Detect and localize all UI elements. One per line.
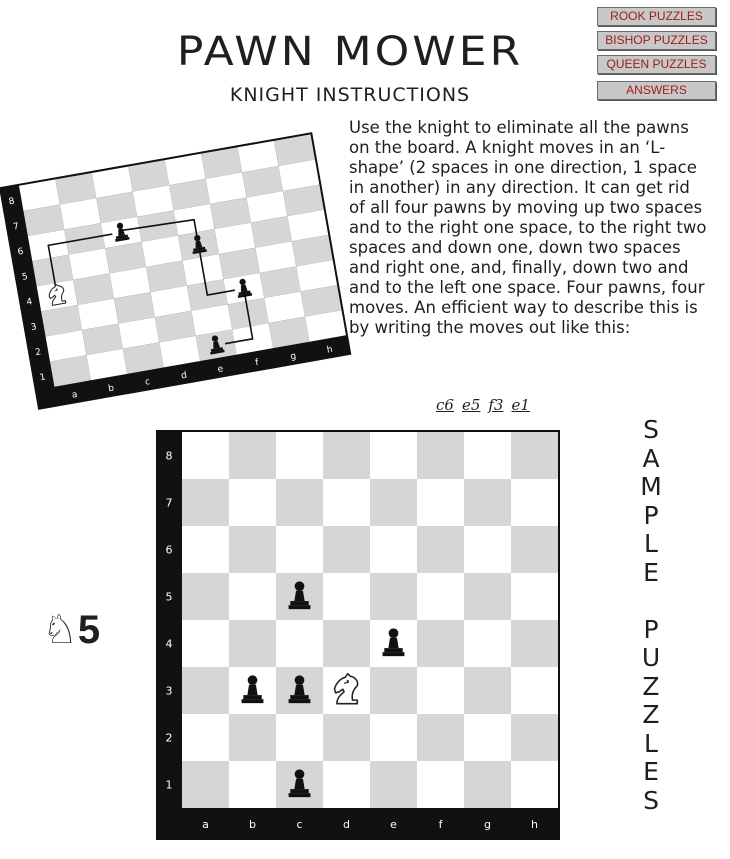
board-square [323,479,370,526]
board-square [323,714,370,761]
rank-label: 3 [30,322,38,334]
rank-label: 8 [165,449,173,463]
rank-label: 7 [12,221,20,233]
rook-puzzles-button[interactable]: ROOK PUZZLES [597,7,716,26]
board-square [229,573,276,620]
board-square [370,526,417,573]
rank-label: 8 [8,196,16,208]
board-square [229,479,276,526]
board-square [276,714,323,761]
puzzle-number-label [42,610,100,650]
board-square [511,714,558,761]
file-label: c [296,818,303,831]
board-square [182,667,229,714]
sample-label-letter: E [643,757,659,786]
rank-label: 2 [165,731,173,745]
rank-label: 1 [165,778,173,792]
file-label: b [249,818,256,831]
example-board [0,128,354,412]
board-square [417,573,464,620]
board-square [182,526,229,573]
sample-label-letter: A [642,443,660,473]
rank-label: 3 [165,684,173,698]
rank-label: 5 [21,271,29,283]
board-square [464,432,511,479]
board-square [464,761,511,808]
board-square [417,714,464,761]
queen-puzzles-button[interactable]: QUEEN PUZZLES [597,55,716,74]
board-square [370,573,417,620]
board-square [417,526,464,573]
rank-label: 5 [165,590,173,604]
board-square [276,526,323,573]
board-square [511,432,558,479]
file-label: g [289,351,298,363]
sample-label-letter: L [644,529,658,558]
file-label: e [216,364,225,376]
board-square [323,526,370,573]
board-square [229,714,276,761]
rank-label: 6 [16,246,25,258]
sample-label-letter: Z [642,700,660,729]
sample-label-letter: S [643,785,659,815]
instructions-text: Use the knight to eliminate all the pawns on the board. A knight moves in an ‘L-shape’ (2 spaces in one direction, 1 space in another) in any direction. It can get rid of all four pawns by moving up two spaces and to the right one space, to the right two spaces and down one, down two spaces and right one, and, finally, down two and and to the left one space. Four pawns, four moves. An efficient way to describe this is by writing the moves out like this: [349,118,707,337]
sample-puzzles-label [636,416,666,815]
rank-label: 6 [165,543,173,557]
file-label: c [144,377,151,388]
board-square [464,573,511,620]
board-square [464,479,511,526]
file-label: a [202,818,209,831]
file-label: e [390,818,397,831]
sample-label-letter: P [643,500,659,530]
file-label: f [254,357,260,369]
file-label: d [180,370,188,382]
board-square [323,761,370,808]
file-label: d [343,818,350,831]
sample-label-letter: P [643,614,659,644]
puzzle-board [154,428,570,844]
rank-label: 7 [165,496,173,510]
board-square [182,761,229,808]
board-square [323,620,370,667]
page-subtitle: KNIGHT INSTRUCTIONS [229,84,471,106]
board-square [511,526,558,573]
file-label: a [71,389,79,401]
board-square [182,432,229,479]
move-1: c6 [436,396,454,414]
board-square [370,761,417,808]
example-board-container [0,128,354,412]
board-square [182,620,229,667]
file-label: b [107,383,115,395]
sample-label-letter: S [643,415,659,444]
board-square [464,667,511,714]
move-notation [436,396,538,414]
bishop-puzzles-button[interactable]: BISHOP PUZZLES [597,31,716,50]
board-square [370,714,417,761]
file-label: h [326,344,334,356]
board-square [229,620,276,667]
puzzle-number: 5 [77,608,101,652]
rank-label: 1 [39,372,47,384]
file-label: g [484,818,491,831]
board-square [229,761,276,808]
board-square [511,573,558,620]
sample-label-letter: E [643,557,659,587]
board-square [182,479,229,526]
board-square [276,432,323,479]
board-square [323,573,370,620]
move-4: e1 [511,396,530,414]
board-square [417,667,464,714]
answers-button[interactable]: ANSWERS [597,81,716,100]
move-3: f3 [488,396,504,414]
board-square [417,761,464,808]
sample-label-letter: U [641,643,661,672]
board-square [370,667,417,714]
board-square [276,479,323,526]
rank-label: 2 [34,347,42,359]
page-title: PAWN MOWER [176,28,524,75]
board-square [511,620,558,667]
board-square [417,479,464,526]
sample-label-letter [636,587,666,616]
file-label: h [531,818,538,831]
rank-label: 4 [25,297,34,308]
board-square [511,479,558,526]
board-square [229,432,276,479]
board-square [511,761,558,808]
sample-label-letter: M [640,472,662,501]
board-square [417,432,464,479]
board-square [370,479,417,526]
board-square [464,714,511,761]
board-square [276,620,323,667]
board-square [182,714,229,761]
move-2: e5 [461,396,481,414]
board-square [182,573,229,620]
board-square [464,620,511,667]
sample-label-letter: Z [642,671,660,701]
board-square [464,526,511,573]
board-square [370,432,417,479]
board-square [511,667,558,714]
board-square [229,526,276,573]
knight-icon: ♘ [42,608,78,652]
file-label: f [438,818,443,831]
board-square [417,620,464,667]
rank-label: 4 [165,637,173,651]
sample-label-letter: L [644,728,658,758]
board-square [323,432,370,479]
